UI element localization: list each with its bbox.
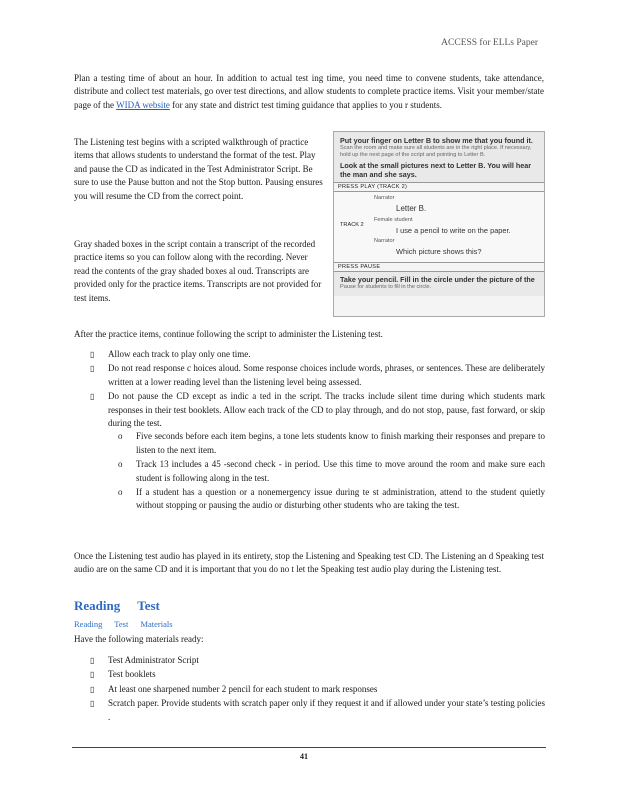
bullet-icon: ▯	[90, 364, 95, 374]
page-number: 41	[300, 752, 308, 761]
script-note: Scan the room and make sure all students are in the right place. If necessary, hold up the next page of the script and pointing to Letter B.	[340, 145, 532, 158]
circle-bullet-icon: o	[118, 431, 123, 442]
script-instruction: Put your finger on Letter B to show me that you found it.	[340, 136, 533, 145]
intro-text-after: for any state and district test timing guidance that applies to you r students.	[169, 99, 443, 110]
sub-list	[108, 430, 545, 512]
script-instruction-2: Look at the small pictures next to Letter B. You will hear the man and she says.	[340, 161, 532, 179]
running-header: ACCESS for ELLs Paper	[441, 38, 538, 48]
script-excerpt-image	[333, 131, 545, 317]
press-play-label: PRESS PLAY (TRACK 2)	[338, 184, 408, 190]
narrator-label: Narrator	[374, 195, 395, 201]
circle-bullet-icon: o	[118, 487, 123, 498]
list-item: ▯ At least one sharpened number 2 pencil for each student to mark responses	[90, 683, 545, 696]
reading-materials-subheading: Reading Test Materials	[74, 619, 173, 629]
list-item: ▯ Test Administrator Script	[90, 654, 545, 667]
intro-text: Plan a testing time of about an hour. In addition to actual test ing time, you need time to convene students, take attendance, distribute and collect test materials, go over test directions, and allow students to complete practice items. Visit your member/state page of the	[74, 73, 544, 110]
track-label: TRACK 2	[340, 222, 364, 228]
female-student-label: Female student	[374, 217, 413, 223]
gray-boxes-paragraph: Gray shaded boxes in the script contain a transcript of the recorded practice items so you can follow along with the recording. Never read the contents of the gray shaded boxes al oud. Transcripts are provided only for the practice items. Transcripts are not provided for test items.	[74, 239, 322, 303]
list-item: ▯ Do not pause the CD except as indic a ted in the script. The tracks include silent time during which students mark responses in their test booklets. Allow each track of the CD to play through, and do not stop, pause, fast forward, or skip during the test. o Five seconds before each item begins, a tone lets students know to finish marking their responses and prepare to listen to the next item. o Track 13 includes a 45 -second check - in period. Use this time to move around the room and make sure each student is following along in the test. o If a student has a question or a nonemergency issue during te st administration, attend to the student quietly without stopping or pausing the audio or disturbing other students who are taking the test.	[90, 390, 545, 513]
script-gray-box-bottom	[334, 271, 544, 296]
transcript-box	[334, 191, 544, 263]
list-item: ▯ Do not read response c hoices aloud. Some response choices include words, phrases, or sentences. These are deliberately written at a lower reading level than the listening level being assessed.	[90, 363, 545, 387]
press-pause-label: PRESS PAUSE	[338, 264, 381, 270]
script-instruction: Take your pencil. Fill in the circle under the picture of the	[340, 275, 535, 284]
narrator-label: Narrator	[374, 238, 395, 244]
bullet-icon: ▯	[90, 350, 95, 359]
listening-rules-list	[90, 348, 545, 514]
wida-website-link[interactable]: WIDA website	[116, 99, 170, 110]
bullet-icon: ▯	[90, 656, 95, 665]
script-gray-box-top	[334, 132, 544, 183]
reading-test-heading: Reading Test	[74, 598, 160, 613]
closing-paragraph: Once the Listening test audio has played in its entirety, stop the Listening and Speaking test CD. The Listening an d Speaking test audio are on the same CD and it is important that you do no t let the Speaking test audio play during the Listening test.	[74, 551, 544, 575]
materials-list	[90, 654, 545, 725]
script-note: Pause for students to fill in the circle.	[340, 284, 432, 290]
circle-bullet-icon: o	[118, 459, 123, 470]
footer-rule	[72, 747, 546, 748]
sub-list-item: o If a student has a question or a nonemergency issue during te st administration, attend to the student quietly without stopping or pausing the audio or disturbing other students who are taking the test.	[118, 487, 545, 511]
bullet-icon: ▯	[90, 684, 95, 694]
bullet-icon: ▯	[90, 392, 95, 402]
list-item: ▯ Allow each track to play only one time.	[90, 348, 545, 361]
after-practice-paragraph: After the practice items, continue following the script to administer the Listening test.	[74, 329, 383, 339]
listening-intro-paragraph: The Listening test begins with a scripted walkthrough of practice items that allows students to understand the format of the test. Play and pause the CD as indicated in the Test Administrator Script. Be sure to use the Pause button and not the Stop button. Pausing ensures you will resume the CD from the correct point.	[74, 137, 323, 201]
transcript-line: Which picture shows this?	[396, 247, 482, 256]
transcript-line: I use a pencil to write on the paper.	[396, 226, 511, 235]
bullet-icon: ▯	[90, 670, 95, 680]
materials-intro: Have the following materials ready:	[74, 634, 204, 644]
bullet-icon: ▯	[90, 699, 95, 709]
list-item: ▯ Test booklets	[90, 668, 545, 681]
transcript-line: Letter B.	[396, 204, 427, 213]
sub-list-item: o Track 13 includes a 45 -second check - in period. Use this time to move around the room and make sure each student is following along in the test.	[118, 459, 545, 483]
sub-list-item: o Five seconds before each item begins, a tone lets students know to finish marking their responses and prepare to listen to the next item.	[118, 431, 545, 455]
list-item: ▯ Scratch paper. Provide students with scratch paper only if they request it and if allowed under your state’s testing policies .	[90, 698, 545, 722]
intro-paragraph	[74, 72, 544, 112]
